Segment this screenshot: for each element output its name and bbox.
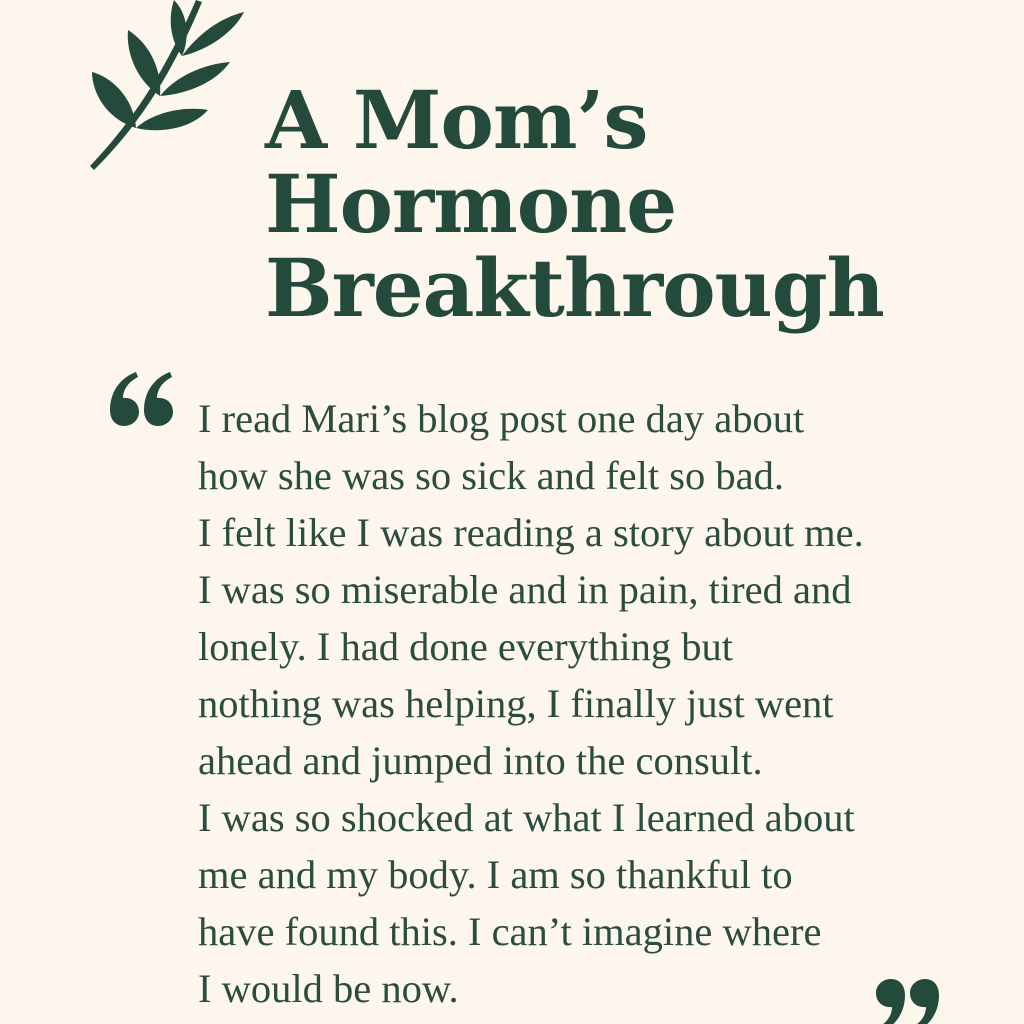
title-line: Hormone [265, 157, 677, 251]
quote-line: I would be now. [198, 966, 459, 1011]
quote-line: I was so miserable and in pain, tired and [198, 567, 852, 612]
quote-line: how she was so sick and felt so bad. [198, 453, 785, 498]
testimonial-quote [198, 390, 998, 1017]
page-title [265, 73, 1005, 335]
quote-line: have found this. I can’t imagine where [198, 909, 822, 954]
title-line: Breakthrough [265, 241, 884, 335]
quote-line: I felt like I was reading a story about me. [198, 510, 864, 555]
leaf-sprig-icon [84, 0, 254, 172]
quote-line: I read Mari’s blog post one day about [198, 396, 805, 441]
open-quote-icon [106, 364, 176, 434]
quote-line: lonely. I had done everything but [198, 624, 733, 669]
quote-line: nothing was helping, I finally just went [198, 681, 834, 726]
quote-line: me and my body. I am so thankful to [198, 852, 793, 897]
close-quote-icon [872, 975, 942, 1024]
title-line: A Mom’s [265, 73, 648, 167]
quote-line: ahead and jumped into the consult. [198, 738, 763, 783]
quote-line: I was so shocked at what I learned about [198, 795, 855, 840]
